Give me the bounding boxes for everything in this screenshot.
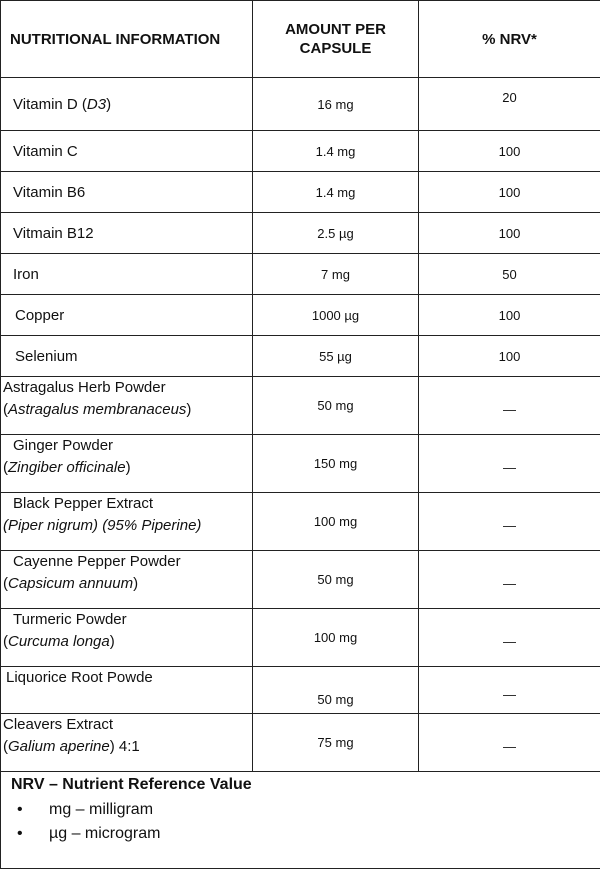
extract-name: Ginger Powder (Zingiber officinale) — [1, 435, 253, 493]
header-nrv: % NRV* — [419, 1, 600, 78]
extract-amount: 50 mg — [253, 377, 419, 435]
extract-name: Astragalus Herb Powder (Astragalus membranaceus) — [1, 377, 253, 435]
nutrient-name: Vitamin B6 — [1, 172, 253, 213]
nutrient-name: Vitamin C — [1, 131, 253, 172]
extract-nrv: — — [419, 609, 600, 667]
header-amount-per-capsule — [253, 1, 419, 78]
extract-nrv: — — [419, 377, 600, 435]
table-row — [1, 213, 600, 254]
extract-amount: 50 mg — [253, 551, 419, 609]
extract-nrv: — — [419, 493, 600, 551]
table-row — [1, 435, 600, 493]
extract-nrv: — — [419, 714, 600, 772]
table-row — [1, 336, 600, 377]
nutrient-amount: 2.5 µg — [253, 213, 419, 254]
nutrient-name: Iron — [1, 254, 253, 295]
header-nutritional-information: NUTRITIONAL INFORMATION — [1, 1, 253, 78]
nutrient-amount: 7 mg — [253, 254, 419, 295]
extract-amount: 50 mg — [253, 667, 419, 714]
nutrient-nrv: 100 — [419, 131, 600, 172]
extract-name: Black Pepper Extract (Piper nigrum) (95% Piperine) — [1, 493, 253, 551]
nutrient-amount: 1.4 mg — [253, 172, 419, 213]
extract-nrv: — — [419, 667, 600, 714]
nutrient-nrv: 100 — [419, 336, 600, 377]
extract-amount: 75 mg — [253, 714, 419, 772]
nutrient-amount: 16 mg — [253, 78, 419, 131]
extract-name: Cayenne Pepper Powder (Capsicum annuum) — [1, 551, 253, 609]
table-row — [1, 377, 600, 435]
legend-title: NRV – Nutrient Reference Value — [11, 776, 600, 794]
legend — [1, 772, 600, 869]
nutrient-name: Copper — [1, 295, 253, 336]
header-amount-line1: AMOUNT PER — [285, 21, 386, 38]
table-row — [1, 609, 600, 667]
legend-row — [1, 772, 600, 869]
table-row — [1, 295, 600, 336]
nutrient-amount: 55 µg — [253, 336, 419, 377]
table-row — [1, 667, 600, 714]
table-row — [1, 254, 600, 295]
nutrient-amount: 1.4 mg — [253, 131, 419, 172]
legend-item: • mg – milligram — [31, 798, 600, 822]
extract-name: Turmeric Powder (Curcuma longa) — [1, 609, 253, 667]
extract-amount: 150 mg — [253, 435, 419, 493]
legend-list — [11, 798, 600, 846]
header-amount-line2: CAPSULE — [300, 40, 372, 57]
table-row — [1, 131, 600, 172]
extract-amount: 100 mg — [253, 609, 419, 667]
extract-nrv: — — [419, 435, 600, 493]
table-row — [1, 551, 600, 609]
legend-item: • µg – microgram — [31, 822, 600, 846]
nutrient-nrv: 20 — [419, 78, 600, 131]
nutrient-nrv: 50 — [419, 254, 600, 295]
nutrient-name: Selenium — [1, 336, 253, 377]
nutrient-amount: 1000 µg — [253, 295, 419, 336]
nutrient-nrv: 100 — [419, 213, 600, 254]
table-header-row — [1, 1, 600, 78]
extract-nrv: — — [419, 551, 600, 609]
nutrient-name: Vitmain B12 — [1, 213, 253, 254]
nutrient-nrv: 100 — [419, 295, 600, 336]
table-row — [1, 493, 600, 551]
nutrient-name: Vitamin D (D3) — [1, 78, 253, 131]
nutrient-nrv: 100 — [419, 172, 600, 213]
table-row — [1, 172, 600, 213]
extract-name: Cleavers Extract (Galium aperine) 4:1 — [1, 714, 253, 772]
extract-amount: 100 mg — [253, 493, 419, 551]
extract-name: Liquorice Root Powde — [1, 667, 253, 714]
table-row — [1, 714, 600, 772]
table-row — [1, 78, 600, 131]
